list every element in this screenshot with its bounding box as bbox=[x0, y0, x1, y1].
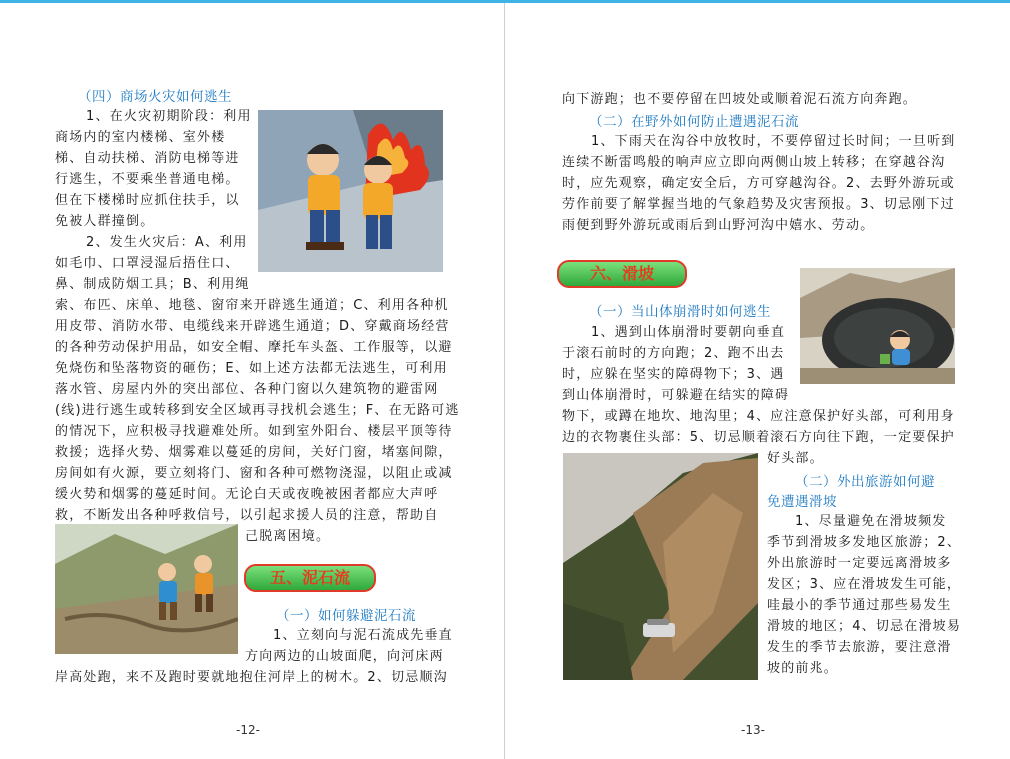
text-line: 免烧伤和坠落物资的砸伤；E、如上述方法都无法逃生，可利用 bbox=[55, 361, 448, 376]
text-line: 但在下楼梯时应抓住扶手，以 bbox=[55, 193, 240, 208]
heading-travel-avoid-landslide-a: （二）外出旅游如何避 bbox=[795, 474, 935, 490]
text-line: 时，应先观察，确定安全后，方可穿越沟谷。2、去野外游玩或 bbox=[562, 176, 955, 191]
text-line: 好头部。 bbox=[767, 451, 824, 466]
text-line: 2、发生火灾后：A、利用 bbox=[86, 235, 248, 250]
heading-travel-avoid-landslide-b: 免遭遇滑坡 bbox=[767, 494, 837, 510]
text-line: 连续不断雷鸣般的响声应立即向两侧山坡上转移；在穿越谷沟 bbox=[562, 155, 946, 170]
text-line: 发区；3、应在滑坡发生可能， bbox=[767, 577, 962, 592]
heading-landslide-escape: （一）当山体崩滑时如何逃生 bbox=[589, 304, 771, 320]
text-line: 时，应躲在坚实的障碍物下；3、遇 bbox=[562, 367, 785, 382]
text-line: (线)进行逃生或转移到安全区域再寻找机会逃生；F、在无路可逃 bbox=[55, 403, 460, 418]
text-line: 外出旅游时一定要远离滑坡多 bbox=[767, 556, 952, 571]
mudflow-running-illustration bbox=[55, 524, 238, 654]
landslide-photo bbox=[563, 453, 758, 680]
text-line: 岸高处跑，来不及跑时要就地抱住河岸上的树木。2、切忌顺沟 bbox=[55, 670, 448, 685]
text-line: 季节到滑坡多发地区旅游；2、 bbox=[767, 535, 962, 550]
text-line: 梯、自动扶梯、消防电梯等进 bbox=[55, 151, 240, 166]
text-line: 行逃生，不要乘坐普通电梯。 bbox=[55, 172, 240, 187]
text-line: 商场内的室内楼梯、室外楼 bbox=[55, 130, 226, 145]
text-line: 1、尽量避免在滑坡频发 bbox=[795, 514, 947, 529]
text-line: 到山体崩滑时，可躲避在结实的障碍 bbox=[562, 388, 790, 403]
rockfall-shelter-illustration bbox=[800, 268, 955, 384]
heading-mall-fire: （四）商场火灾如何逃生 bbox=[78, 89, 232, 105]
right-page bbox=[505, 0, 1010, 759]
text-line: 雨便到野外游玩或雨后到山野河沟中嬉水、劳动。 bbox=[562, 218, 875, 233]
text-line: 房间如有火源，要立刻将门、窗和各种可燃物浇湿，以阻止或减 bbox=[55, 466, 453, 481]
text-line: 缓火势和烟雾的蔓延时间。无论白天或夜晚被困者都应大声呼 bbox=[55, 487, 439, 502]
text-line: 救援；选择火势、烟雾难以蔓延的房间，关好门窗，堵塞间隙， bbox=[55, 445, 453, 460]
text-line: 的各种劳动保护用品，如安全帽、摩托车头盔、工作服等，以避 bbox=[55, 340, 453, 355]
text-line: 用皮带、消防水带、电缆线来开辟逃生通道；D、穿戴商场经营 bbox=[55, 319, 450, 334]
text-line: 免被人群撞倒。 bbox=[55, 214, 155, 229]
text-line: 发生的季节去旅游，要注意滑 bbox=[767, 640, 952, 655]
text-line: 1、遇到山体崩滑时要朝向垂直 bbox=[591, 325, 786, 340]
text-line: 边的衣物裹住头部：5、切忌顺着滚石方向往下跑，一定要保护 bbox=[562, 430, 955, 445]
section-badge-landslide: 六、滑坡 bbox=[557, 260, 687, 288]
section-badge-mudflow: 五、泥石流 bbox=[244, 564, 376, 592]
text-line: 于滚石前时的方向跑；2、跑不出去 bbox=[562, 346, 785, 361]
text-line: 哇最小的季节通过那些易发生 bbox=[767, 598, 952, 613]
left-page bbox=[0, 0, 504, 759]
text-line: 索、布匹、床单、地毯、窗帘来开辟逃生通道；C、利用各种机 bbox=[55, 298, 449, 313]
text-line: 落水管、房屋内外的突出部位、各种门窗以久建筑物的避雷网 bbox=[55, 382, 439, 397]
text-line: 鼻、制成防烟工具；B、利用绳 bbox=[55, 277, 250, 292]
text-line: 救，不断发出各种呼救信号，以引起求援人员的注意，帮助自 bbox=[55, 508, 439, 523]
page-number-right: -13- bbox=[741, 723, 765, 737]
text-line: 向下游跑；也不要停留在凹坡处或顺着泥石流方向奔跑。 bbox=[562, 92, 918, 107]
text-line: 己脱离困境。 bbox=[245, 529, 331, 544]
text-line: 坡的前兆。 bbox=[767, 661, 839, 676]
text-line: 物下，或蹲在地坎、地沟里；4、应注意保护好头部，可利用身 bbox=[562, 409, 955, 424]
heading-prevent-mudflow: （二）在野外如何防止遭遇泥石流 bbox=[589, 114, 799, 130]
text-line: 滑坡的地区；4、切忌在滑坡易 bbox=[767, 619, 962, 634]
text-line: 1、下雨天在沟谷中放牧时，不要停留过长时间；一旦听到 bbox=[591, 134, 956, 149]
text-line: 方向两边的山坡面爬，向河床两 bbox=[245, 649, 444, 664]
text-line: 1、立刻向与泥石流成先垂直 bbox=[273, 628, 453, 643]
heading-avoid-mudflow: （一）如何躲避泥石流 bbox=[276, 608, 416, 624]
text-line: 的情况下，应积极寻找避难处所。如到室外阳台、楼层平顶等待 bbox=[55, 424, 453, 439]
text-line: 劳作前要了解掌握当地的气象趋势及灾害预报。3、切忌刚下过 bbox=[562, 197, 955, 212]
fire-escape-illustration bbox=[258, 110, 443, 272]
page-number-left: -12- bbox=[236, 723, 260, 737]
text-line: 1、在火灾初期阶段：利用 bbox=[86, 109, 252, 124]
text-line: 如毛巾、口罩浸湿后捂住口、 bbox=[55, 256, 240, 271]
